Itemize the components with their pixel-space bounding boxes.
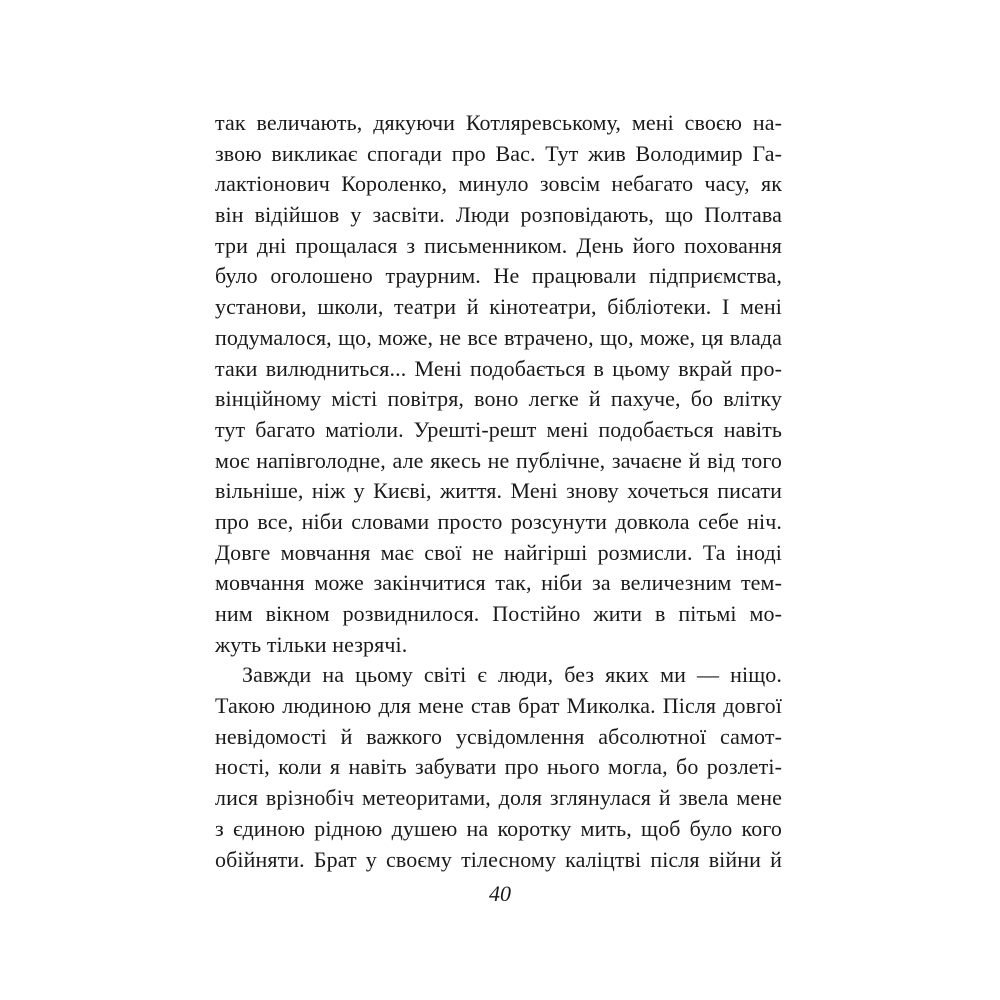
text-line: жуть тільки незрячі. xyxy=(215,631,408,657)
text-line: три дні прощалася з письменником. День його поховання xyxy=(215,232,782,258)
text-line: подумалося, що, може, не все втрачено, що, може, ця влада xyxy=(215,324,782,350)
text-line: з єдиною рідною душею на коротку мить, щоб було кого xyxy=(215,815,782,841)
text-line: лися врізнобіч метеоритами, доля зглянулася й звела мене xyxy=(215,785,782,811)
text-line: Завжди на цьому світі є люди, без яких ми — ніщо. xyxy=(242,662,782,688)
text-line: про все, ніби словами просто розсунути довкола себе ніч. xyxy=(215,508,782,534)
paragraph-1 xyxy=(215,108,782,660)
text-line: установи, школи, театри й кінотеатри, бібліотеки. І мені xyxy=(215,294,782,320)
text-line: ним вікном розвиднилося. Постійно жити в пітьмі мо- xyxy=(215,601,782,626)
text-line: обійняти. Брат у своєму тілесному каліцтві після війни й xyxy=(215,846,782,872)
paragraph-2 xyxy=(215,660,782,875)
text-line: лактіонович Короленко, минуло зовсім небагато часу, як xyxy=(215,171,782,197)
text-line: так величають, дякуючи Котляревському, мені своєю на- xyxy=(215,110,782,135)
text-line: тут багато матіоли. Урешті-решт мені подобається навіть xyxy=(215,416,782,442)
text-line: Такою людиною для мене став брат Миколка. Після довгої xyxy=(215,693,782,719)
page-body xyxy=(215,108,782,875)
text-line: вінційному місті повітря, воно легке й пахуче, бо влітку xyxy=(215,386,782,412)
text-line: мовчання може закінчитися так, ніби за величезним тем- xyxy=(215,570,782,596)
text-line: він відійшов у засвіти. Люди розповідають, що Полтава xyxy=(215,202,782,228)
text-line: Довге мовчання має свої не найгірші розмисли. Та іноді xyxy=(215,539,782,565)
text-line: невідомості й важкого усвідомлення абсолютної самот- xyxy=(215,723,782,749)
page-number: 40 xyxy=(489,881,511,906)
text-line: вільніше, ніж у Києві, життя. Мені знову хочеться писати xyxy=(215,478,782,504)
text-line: моє напівголодне, але якесь не публічне, зачаєне й від того xyxy=(215,447,782,473)
text-line: звою викликає спогади про Вас. Тут жив Володимир Га- xyxy=(215,140,782,166)
text-line: таки вилюдниться... Мені подобається в цьому вкрай про- xyxy=(215,355,782,381)
text-line: ності, коли я навіть забувати про нього могла, бо розлеті- xyxy=(215,754,782,780)
text-line: було оголошено траурним. Не працювали підприємства, xyxy=(215,263,782,289)
